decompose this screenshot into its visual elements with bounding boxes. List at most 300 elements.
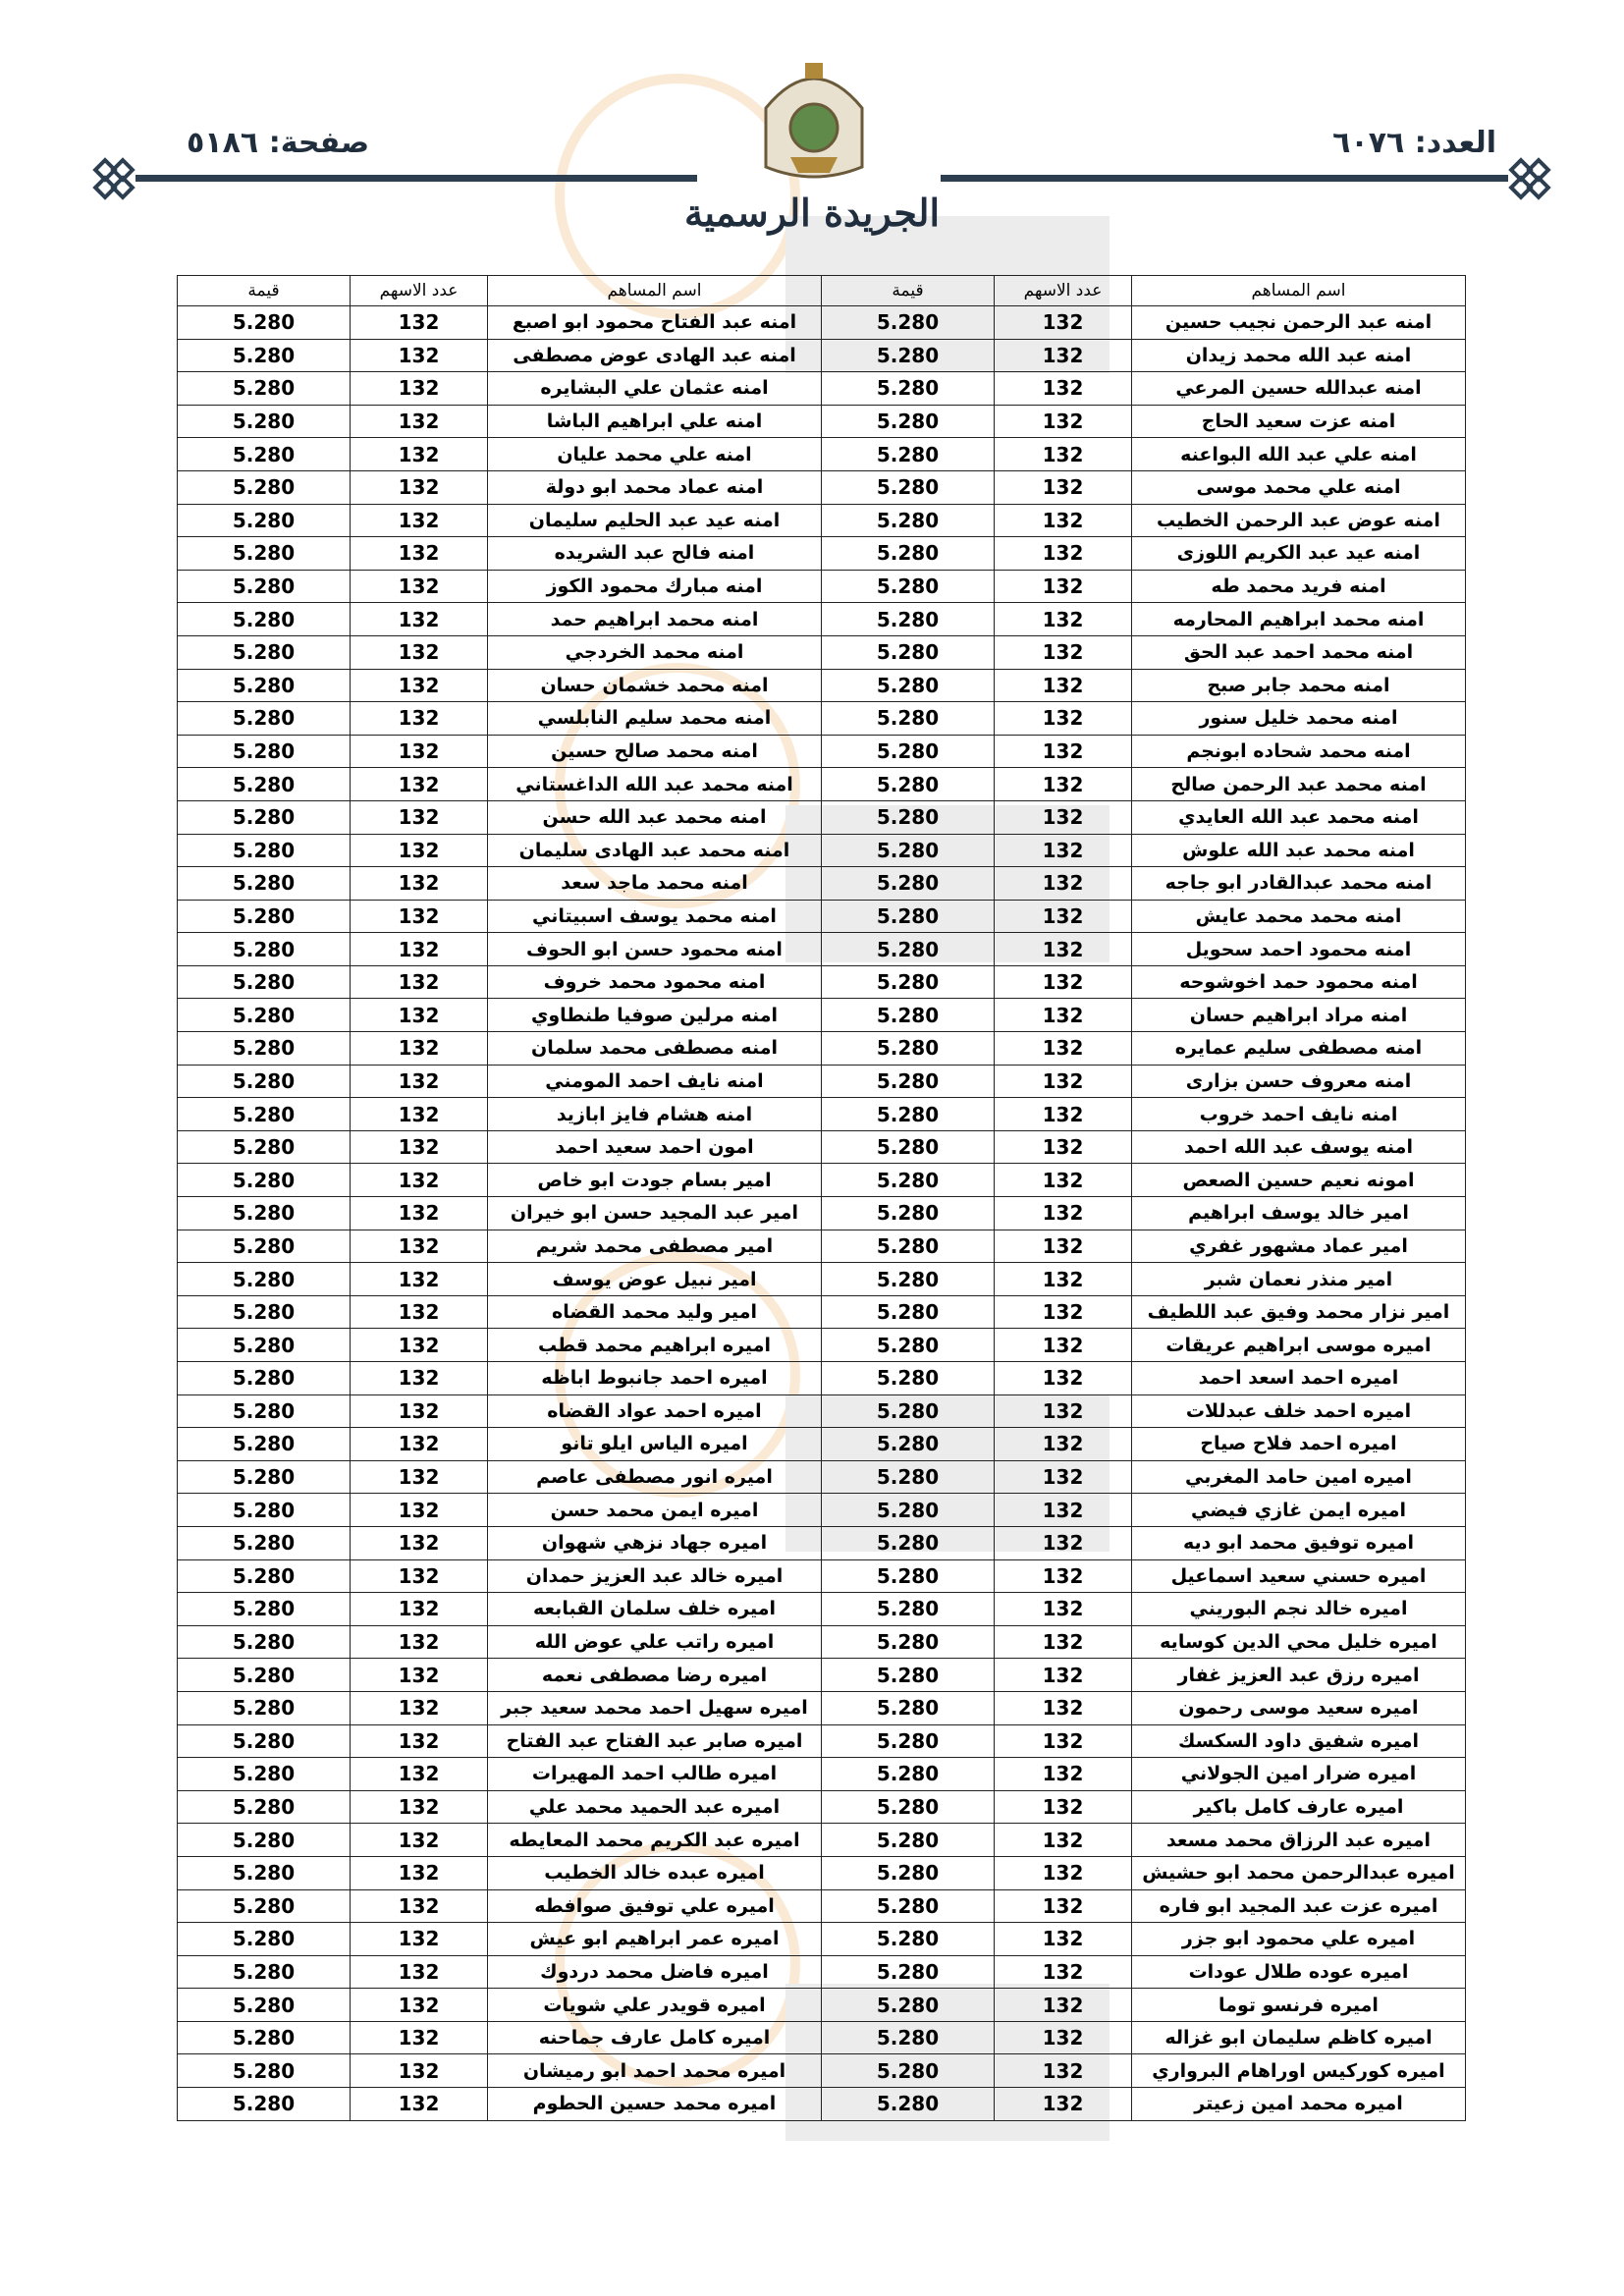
table-row [178,735,1466,768]
share-value-cell: 5.280 [822,1889,995,1923]
shareholder-name-cell: امنه محمد خشمان حسان [488,669,822,702]
shareholder-name-cell: اميره خلف سلمان القبابعه [488,1593,822,1626]
shareholder-name-cell: اميره ايمن محمد حسن [488,1494,822,1527]
shareholder-name-cell: امنه معروف حسن بزارى [1132,1065,1466,1098]
shareholder-name-cell: اميره فرنسو توما [1132,1989,1466,2022]
share-value-cell: 5.280 [822,1559,995,1593]
shareholder-name-cell: امنه محمود حسن ابو الحوف [488,933,822,966]
share-count-cell: 132 [995,1526,1132,1559]
table-row [178,405,1466,438]
share-count-cell: 132 [351,1856,488,1889]
share-count-cell: 132 [351,669,488,702]
shareholder-name-cell: امنه فريد محمد طه [1132,570,1466,603]
share-value-cell: 5.280 [822,999,995,1032]
share-value-cell: 5.280 [178,702,351,736]
share-count-cell: 132 [995,1758,1132,1791]
share-count-cell: 132 [995,1989,1132,2022]
table-row [178,1230,1466,1263]
share-value-cell: 5.280 [822,735,995,768]
share-value-cell: 5.280 [178,1032,351,1066]
table-row [178,1394,1466,1428]
shareholder-name-cell: امنه محمد الخردجي [488,635,822,669]
table-row [178,2054,1466,2088]
shareholder-name-cell: امنه عبد الله محمد زيدان [1132,339,1466,372]
share-count-cell: 132 [351,504,488,537]
share-count-cell: 132 [351,1989,488,2022]
share-count-cell: 132 [995,1955,1132,1989]
share-value-cell: 5.280 [822,1098,995,1131]
shareholder-name-cell: امنه علي محمد موسى [1132,470,1466,504]
share-value-cell: 5.280 [822,635,995,669]
shareholder-name-cell: اميره صابر عبد الفتاح عبد الفتاح [488,1724,822,1758]
shareholder-name-cell: امنه محمد صالح حسين [488,735,822,768]
shareholder-name-cell: اميره عارف كامل باكير [1132,1790,1466,1824]
table-row [178,1989,1466,2022]
shareholder-name-cell: اميره كامل عارف جماحنه [488,2021,822,2054]
shareholder-name-cell: امنه محمد خليل سنور [1132,702,1466,736]
share-value-cell: 5.280 [178,1197,351,1230]
table-row [178,1790,1466,1824]
shareholder-name-cell: امنه فالح عبد الشريده [488,537,822,571]
share-value-cell: 5.280 [822,1526,995,1559]
share-value-cell: 5.280 [822,1593,995,1626]
shareholder-name-cell: امنه هشام فايز ابازيد [488,1098,822,1131]
shareholder-name-cell: امنه مصطفى محمد سلمان [488,1032,822,1066]
table-row [178,1824,1466,1857]
shareholder-name-cell: اميره سهيل احمد محمد سعيد جبر [488,1691,822,1724]
shareholder-name-cell: اميره راتب علي عوض الله [488,1625,822,1659]
share-count-cell: 132 [351,1394,488,1428]
shareholder-name-cell: اميره عبد الكريم محمد المعايطه [488,1824,822,1857]
share-value-cell: 5.280 [178,735,351,768]
shareholder-name-cell: اميره حسني سعيد اسماعيل [1132,1559,1466,1593]
shareholder-name-cell: امنه محمد جابر صبح [1132,669,1466,702]
share-value-cell: 5.280 [822,306,995,340]
table-row [178,1295,1466,1329]
share-value-cell: 5.280 [178,1526,351,1559]
shareholder-name-cell: اميره انور مصطفى عاصم [488,1460,822,1494]
shareholder-name-cell: امنه عيد عبد الكريم اللوزى [1132,537,1466,571]
share-value-cell: 5.280 [178,1856,351,1889]
shareholder-name-cell: اميره كاظم سليمان ابو غزاله [1132,2021,1466,2054]
share-count-cell: 132 [995,735,1132,768]
share-value-cell: 5.280 [178,1460,351,1494]
share-value-cell: 5.280 [822,702,995,736]
share-count-cell: 132 [995,1065,1132,1098]
share-value-cell: 5.280 [822,867,995,901]
table-row [178,1625,1466,1659]
share-value-cell: 5.280 [822,1923,995,1956]
shareholder-name-cell: امنه علي عبد الله البواعنه [1132,438,1466,471]
share-count-cell: 132 [351,1593,488,1626]
shareholder-name-cell: اميره امين حامد المغربي [1132,1460,1466,1494]
shareholder-name-cell: اميره عبد الحميد محمد علي [488,1790,822,1824]
share-value-cell: 5.280 [822,1428,995,1461]
share-value-cell: 5.280 [822,339,995,372]
shareholder-name-cell: امنه مصطفى سليم عمايره [1132,1032,1466,1066]
share-value-cell: 5.280 [822,1955,995,1989]
issue-number: العدد: ٦٠٧٦ [1332,126,1496,160]
shareholder-name-cell: اميره رزق عبد العزيز غفار [1132,1659,1466,1692]
table-row [178,1724,1466,1758]
share-count-cell: 132 [351,999,488,1032]
share-count-cell: 132 [351,1197,488,1230]
shareholder-name-cell: اميره ضرار امين الجولاني [1132,1758,1466,1791]
share-count-cell: 132 [351,1263,488,1296]
table-row [178,1263,1466,1296]
share-count-cell: 132 [995,2021,1132,2054]
share-value-cell: 5.280 [178,570,351,603]
table-row [178,1758,1466,1791]
share-count-cell: 132 [351,1659,488,1692]
shareholder-name-cell: امير عماد مشهور غفري [1132,1230,1466,1263]
share-count-cell: 132 [995,702,1132,736]
column-header-value: قيمة [822,276,995,306]
share-value-cell: 5.280 [178,900,351,933]
share-count-cell: 132 [995,372,1132,406]
share-count-cell: 132 [351,1494,488,1527]
share-count-cell: 132 [351,1889,488,1923]
share-count-cell: 132 [995,900,1132,933]
share-value-cell: 5.280 [822,1164,995,1197]
share-count-cell: 132 [995,1394,1132,1428]
table-row [178,1130,1466,1164]
share-value-cell: 5.280 [822,1625,995,1659]
share-value-cell: 5.280 [822,1394,995,1428]
share-value-cell: 5.280 [822,470,995,504]
table-row [178,1362,1466,1395]
share-count-cell: 132 [351,2088,488,2121]
share-count-cell: 132 [995,1329,1132,1362]
shareholder-name-cell: امير نبيل عوض يوسف [488,1263,822,1296]
shareholder-name-cell: اميره علي محمود ابو جزر [1132,1923,1466,1956]
share-count-cell: 132 [351,570,488,603]
shareholder-name-cell: امنه علي محمد عليان [488,438,822,471]
share-count-cell: 132 [995,504,1132,537]
table-row [178,537,1466,571]
share-value-cell: 5.280 [178,1230,351,1263]
table-row [178,1428,1466,1461]
shareholder-name-cell: اميره جهاد نزهي شهوان [488,1526,822,1559]
shareholder-name-cell: امنه محمود احمد سحويل [1132,933,1466,966]
share-value-cell: 5.280 [822,537,995,571]
share-value-cell: 5.280 [822,438,995,471]
share-count-cell: 132 [351,603,488,636]
shareholder-name-cell: امنه محمد يوسف اسبيتاني [488,900,822,933]
share-count-cell: 132 [995,570,1132,603]
share-value-cell: 5.280 [822,1758,995,1791]
share-count-cell: 132 [351,1923,488,1956]
share-value-cell: 5.280 [822,1230,995,1263]
share-count-cell: 132 [995,405,1132,438]
shareholder-name-cell: امير بسام جودت ابو خاص [488,1164,822,1197]
share-count-cell: 132 [995,1824,1132,1857]
share-value-cell: 5.280 [178,999,351,1032]
share-count-cell: 132 [995,1428,1132,1461]
header-rule-left [135,175,697,182]
share-value-cell: 5.280 [178,537,351,571]
share-count-cell: 132 [995,635,1132,669]
table-row [178,900,1466,933]
shareholder-name-cell: اميره عزت عبد المجيد ابو فاره [1132,1889,1466,1923]
table-row [178,834,1466,867]
share-count-cell: 132 [351,1428,488,1461]
share-value-cell: 5.280 [822,800,995,834]
shareholder-name-cell: اميره موسى ابراهيم عريقات [1132,1329,1466,1362]
shareholder-name-cell: امنه محمد احمد عبد الحق [1132,635,1466,669]
gazette-title: الجريدة الرسمية [683,191,941,235]
share-count-cell: 132 [995,2054,1132,2088]
share-value-cell: 5.280 [822,1691,995,1724]
shareholder-name-cell: اميره احمد خلف عبدللات [1132,1394,1466,1428]
share-count-cell: 132 [351,339,488,372]
share-value-cell: 5.280 [822,2021,995,2054]
share-count-cell: 132 [995,1263,1132,1296]
column-header-count: عدد الاسهم [995,276,1132,306]
shareholder-name-cell: امنه مبارك محمود الكوز [488,570,822,603]
share-value-cell: 5.280 [178,438,351,471]
share-count-cell: 132 [351,1295,488,1329]
share-value-cell: 5.280 [178,1790,351,1824]
shareholder-name-cell: اميره عبد الرزاق محمد مسعد [1132,1824,1466,1857]
table-row [178,768,1466,801]
share-count-cell: 132 [995,1130,1132,1164]
share-count-cell: 132 [995,2088,1132,2121]
table-row [178,1065,1466,1098]
shareholder-name-cell: امونه نعيم حسين الصعص [1132,1164,1466,1197]
share-value-cell: 5.280 [178,1164,351,1197]
shareholder-name-cell: اميره توفيق محمد ابو ديه [1132,1526,1466,1559]
share-value-cell: 5.280 [178,1428,351,1461]
table-row [178,2088,1466,2121]
shareholder-name-cell: امنه محمد محمد عايش [1132,900,1466,933]
column-header-name: اسم المساهم [488,276,822,306]
share-count-cell: 132 [995,800,1132,834]
share-count-cell: 132 [351,438,488,471]
share-value-cell: 5.280 [822,965,995,999]
shareholder-name-cell: اميره شفيق داود السكسك [1132,1724,1466,1758]
table-row [178,800,1466,834]
table-row [178,669,1466,702]
share-count-cell: 132 [351,768,488,801]
table-row [178,570,1466,603]
share-value-cell: 5.280 [178,1394,351,1428]
share-value-cell: 5.280 [822,900,995,933]
share-count-cell: 132 [351,2054,488,2088]
share-count-cell: 132 [995,1923,1132,1956]
shareholder-name-cell: امنه عبد الرحمن نجيب حسين [1132,306,1466,340]
share-value-cell: 5.280 [178,1593,351,1626]
shareholder-name-cell: اميره احمد فلاح صياح [1132,1428,1466,1461]
table-row [178,702,1466,736]
page-number: صفحة: ٥١٨٦ [187,126,370,160]
share-value-cell: 5.280 [178,768,351,801]
share-count-cell: 132 [351,1230,488,1263]
share-count-cell: 132 [351,1790,488,1824]
share-value-cell: 5.280 [178,1130,351,1164]
shareholder-name-cell: اميره سعيد موسى رحمون [1132,1691,1466,1724]
share-count-cell: 132 [995,1559,1132,1593]
share-value-cell: 5.280 [178,339,351,372]
share-count-cell: 132 [995,1494,1132,1527]
share-value-cell: 5.280 [822,2054,995,2088]
table-row [178,1164,1466,1197]
share-count-cell: 132 [351,1955,488,1989]
share-value-cell: 5.280 [178,2088,351,2121]
share-count-cell: 132 [351,2021,488,2054]
shareholder-name-cell: امنه عثمان علي البشايره [488,372,822,406]
share-count-cell: 132 [995,867,1132,901]
share-value-cell: 5.280 [822,1494,995,1527]
shareholder-name-cell: اميره علي توفيق صوافطه [488,1889,822,1923]
share-value-cell: 5.280 [822,1790,995,1824]
shareholder-name-cell: امير منذر نعمان شبر [1132,1263,1466,1296]
share-value-cell: 5.280 [178,933,351,966]
shareholder-name-cell: امون احمد سعيد احمد [488,1130,822,1164]
share-count-cell: 132 [351,1559,488,1593]
table-row [178,470,1466,504]
share-count-cell: 132 [995,1691,1132,1724]
share-value-cell: 5.280 [822,603,995,636]
share-count-cell: 132 [995,438,1132,471]
share-count-cell: 132 [351,372,488,406]
share-value-cell: 5.280 [178,669,351,702]
table-row [178,965,1466,999]
share-count-cell: 132 [995,470,1132,504]
share-count-cell: 132 [351,1526,488,1559]
shareholder-name-cell: امنه محمد عبد الله العايدي [1132,800,1466,834]
share-count-cell: 132 [995,1295,1132,1329]
share-value-cell: 5.280 [178,1065,351,1098]
share-count-cell: 132 [995,1856,1132,1889]
share-value-cell: 5.280 [178,1758,351,1791]
share-value-cell: 5.280 [178,1955,351,1989]
share-count-cell: 132 [995,1659,1132,1692]
table-row [178,1593,1466,1626]
share-value-cell: 5.280 [822,1329,995,1362]
table-row [178,504,1466,537]
shareholder-name-cell: اميره احمد عواد القضاه [488,1394,822,1428]
share-count-cell: 132 [995,1230,1132,1263]
share-value-cell: 5.280 [822,834,995,867]
shareholder-name-cell: امنه محمود حمد اخوشوحه [1132,965,1466,999]
share-count-cell: 132 [351,933,488,966]
share-value-cell: 5.280 [178,1724,351,1758]
share-value-cell: 5.280 [822,1197,995,1230]
table-row [178,306,1466,340]
share-count-cell: 132 [351,735,488,768]
table-row [178,1889,1466,1923]
share-count-cell: 132 [995,1593,1132,1626]
share-value-cell: 5.280 [178,1889,351,1923]
share-value-cell: 5.280 [822,504,995,537]
shareholder-name-cell: امنه محمد عبد الرحمن صالح [1132,768,1466,801]
share-count-cell: 132 [995,669,1132,702]
share-count-cell: 132 [351,1758,488,1791]
shareholder-name-cell: امنه عوض عبد الرحمن الخطيب [1132,504,1466,537]
shareholder-name-cell: امنه عيد عبد الحليم سليمان [488,504,822,537]
table-row [178,2021,1466,2054]
share-value-cell: 5.280 [178,1362,351,1395]
share-value-cell: 5.280 [178,1494,351,1527]
share-count-cell: 132 [351,1724,488,1758]
share-count-cell: 132 [351,900,488,933]
shareholder-name-cell: اميره طالب احمد المهيرات [488,1758,822,1791]
shareholder-name-cell: اميره احمد اسعد احمد [1132,1362,1466,1395]
share-value-cell: 5.280 [178,1625,351,1659]
share-value-cell: 5.280 [822,405,995,438]
shareholder-name-cell: امنه نايف احمد خروب [1132,1098,1466,1131]
share-value-cell: 5.280 [822,1824,995,1857]
shareholder-name-cell: امير خالد يوسف ابراهيم [1132,1197,1466,1230]
shareholder-name-cell: امنه نايف احمد المومني [488,1065,822,1098]
share-value-cell: 5.280 [822,1460,995,1494]
share-value-cell: 5.280 [178,470,351,504]
shareholders-table [177,275,1466,2121]
share-count-cell: 132 [351,1164,488,1197]
gazette-header [0,0,1624,255]
shareholder-name-cell: اميره عبده خالد الخطيب [488,1856,822,1889]
shareholder-name-cell: اميره قويدر علي شويات [488,1989,822,2022]
share-value-cell: 5.280 [178,306,351,340]
coat-of-arms-icon [756,59,872,181]
shareholder-name-cell: اميره خالد عبد العزيز حمدان [488,1559,822,1593]
shareholder-name-cell: اميره فاضل محمد دردوك [488,1955,822,1989]
share-count-cell: 132 [995,933,1132,966]
column-header-value: قيمة [178,276,351,306]
shareholder-name-cell: امنه محمد عبدالقادر ابو جاجه [1132,867,1466,901]
shareholder-name-cell: امنه عبدالله حسين المرعي [1132,372,1466,406]
share-count-cell: 132 [995,1197,1132,1230]
shareholder-name-cell: امنه عبد الهادى عوض مصطفى [488,339,822,372]
share-value-cell: 5.280 [822,570,995,603]
column-header-count: عدد الاسهم [351,276,488,306]
shareholder-name-cell: اميره ايمن غازي فيضي [1132,1494,1466,1527]
share-count-cell: 132 [351,1625,488,1659]
table-row [178,1526,1466,1559]
shareholder-name-cell: امنه محمد ماجد سعد [488,867,822,901]
table-row [178,1032,1466,1066]
share-value-cell: 5.280 [178,800,351,834]
table-row [178,1329,1466,1362]
shareholder-name-cell: اميره رضا مصطفى نعمه [488,1659,822,1692]
table-row [178,1559,1466,1593]
share-value-cell: 5.280 [822,1263,995,1296]
share-value-cell: 5.280 [178,635,351,669]
share-count-cell: 132 [995,603,1132,636]
share-count-cell: 132 [351,1032,488,1066]
share-value-cell: 5.280 [178,1098,351,1131]
share-value-cell: 5.280 [822,1724,995,1758]
table-row [178,1460,1466,1494]
share-count-cell: 132 [351,470,488,504]
shareholder-name-cell: اميره احمد جانبوط اباظه [488,1362,822,1395]
share-count-cell: 132 [995,965,1132,999]
share-value-cell: 5.280 [178,1923,351,1956]
table-row [178,1098,1466,1131]
share-value-cell: 5.280 [822,933,995,966]
share-count-cell: 132 [351,1824,488,1857]
shareholder-name-cell: اميره كوركيس اوراهام البرواري [1132,2054,1466,2088]
share-count-cell: 132 [351,306,488,340]
share-value-cell: 5.280 [178,867,351,901]
share-count-cell: 132 [995,537,1132,571]
share-value-cell: 5.280 [178,1263,351,1296]
table-row [178,372,1466,406]
shareholder-name-cell: امنه مراد ابراهيم حسان [1132,999,1466,1032]
table-row [178,339,1466,372]
table-row [178,867,1466,901]
